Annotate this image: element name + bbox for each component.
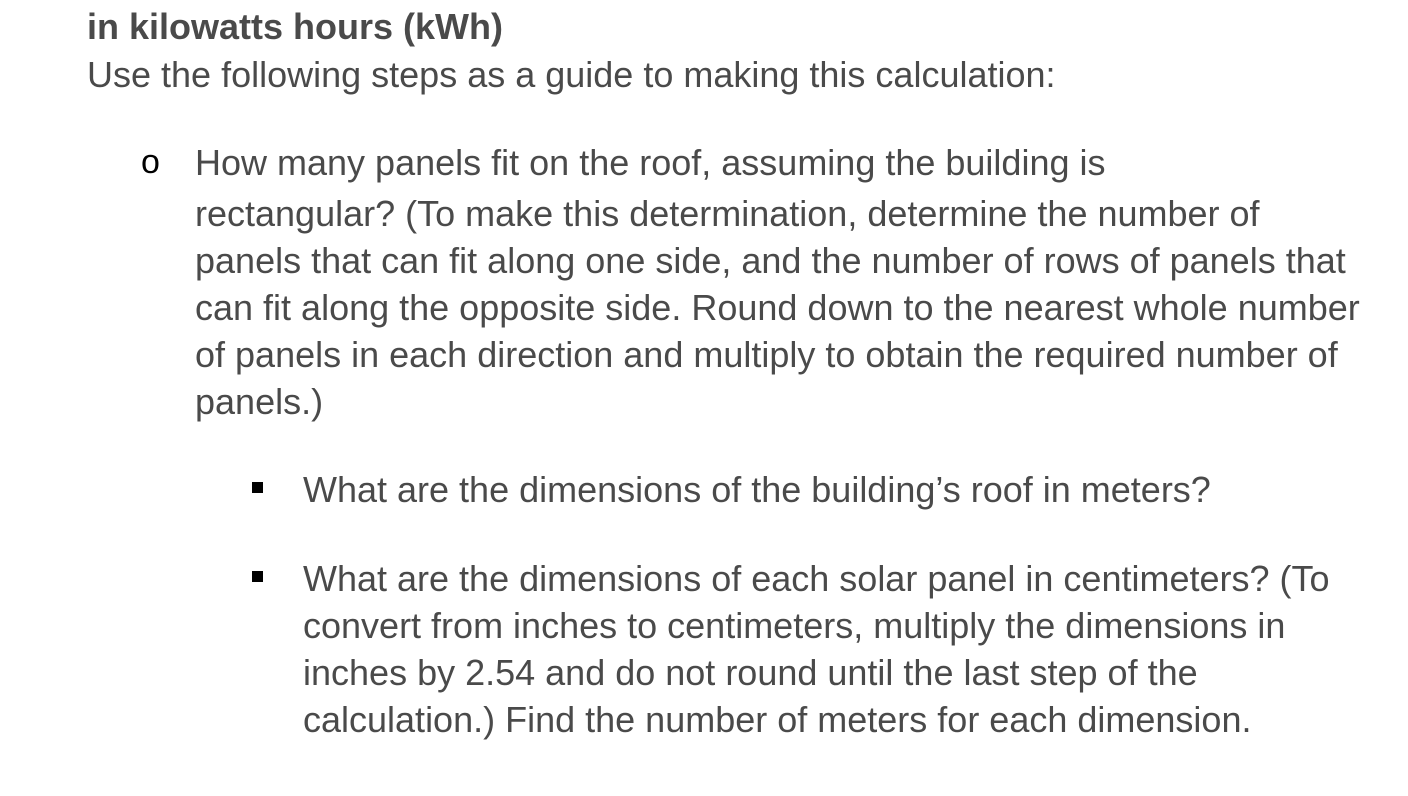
square-bullet-icon — [252, 571, 263, 582]
list-item-step-first-line: How many panels fit on the roof, assuming the building is — [195, 142, 1106, 183]
list-item-step-rest: rectangular? (To make this determination, determine the number of panels that can fit along one side, and the number of rows of panels that can fit along the opposite side. Round down to the nearest whole number of panels in each direction and multiply to obtain the required number of panels.) — [195, 193, 1360, 422]
sub-list-item: What are the dimensions of each solar panel in centimeters? (To convert from inches to centimeters, multiply the dimensions in inches by 2.54 and do not round until the last step of the calculation.) Find the number of meters for each dimension. — [303, 558, 1330, 740]
square-bullet-icon — [252, 482, 263, 493]
heading: in kilowatts hours (kWh) — [87, 6, 504, 47]
list-bullet-circle: o — [141, 143, 160, 181]
list-item-step — [195, 139, 1375, 425]
intro-text: Use the following steps as a guide to making this calculation: — [87, 54, 1056, 95]
sub-list-item: What are the dimensions of the building’s roof in meters? — [303, 469, 1211, 510]
